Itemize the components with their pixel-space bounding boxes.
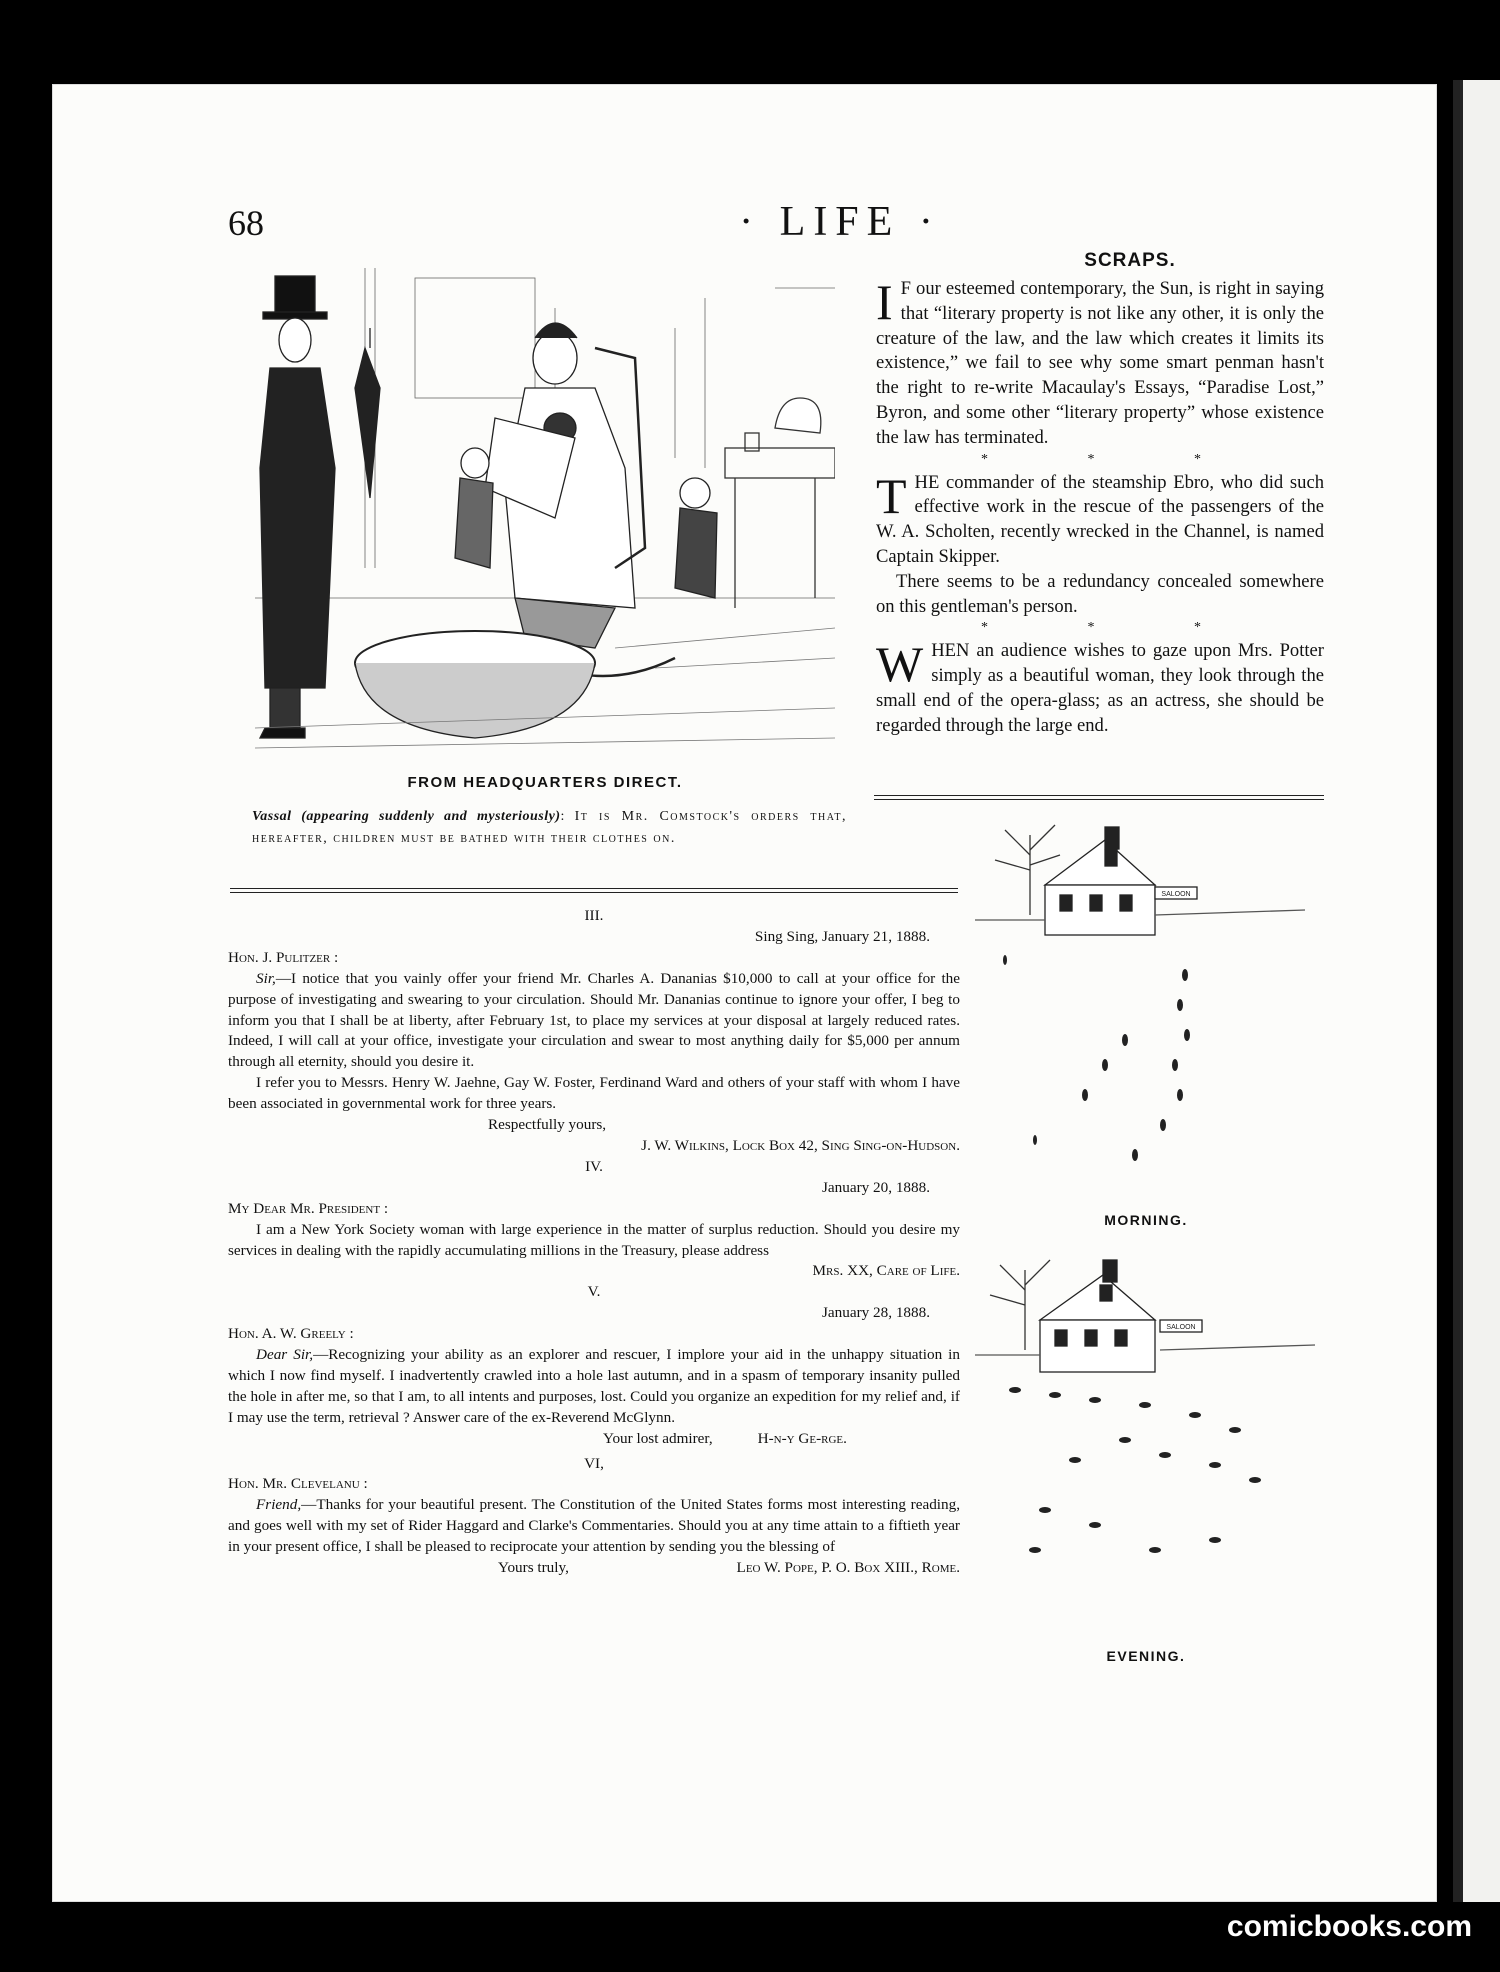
letter-addressee: My Dear Mr. President :: [228, 1199, 389, 1217]
footprints: [1003, 955, 1190, 1161]
letter-signature: H-n-y Ge-rge.: [757, 1429, 847, 1447]
dropcap: T: [876, 467, 907, 524]
mother-figure: [455, 323, 717, 676]
evening-illustration: [975, 1250, 1315, 1620]
cartoon-title: FROM HEADQUARTERS DIRECT.: [407, 774, 683, 791]
house: [1040, 1260, 1202, 1372]
letter-body: [228, 969, 960, 1074]
letter-addressee: Hon. Mr. Clevelanu :: [228, 1475, 368, 1493]
letter-body: [228, 1345, 960, 1429]
letter-closing: Yours truly,: [498, 1559, 569, 1577]
wash-tub: [355, 631, 595, 738]
morning-illustration: [975, 815, 1305, 1185]
letter-body-text: —Recognizing your ability as an explorer and rescuer, I implore your aid in the unhappy situation in which I now find myself. I inadvertently crawled into a hole last autumn, and in a spasm of temporary insanity pulled the hole in after me, so that I am, to all intents and purposes, lost. Could you organize an expedition for my relief and, if I may use the term, retrieval ? Answer care of the ex-Reverend McGlynn.: [228, 1346, 960, 1426]
letter-addressee: Hon. J. Pulitzer :: [228, 948, 339, 966]
letter-signature: Leo W. Pope, P. O. Box XIII., Rome.: [736, 1559, 960, 1576]
letters-divider-rule: [230, 888, 958, 893]
table: [725, 398, 835, 608]
scrap-text: HE commander of the steamship Ebro, who did such effective work in the rescue of the passengers of the W. A. Scholten, recently wrecked in the Channel, is named Captain Skipper.: [876, 471, 1324, 567]
scraps-heading: SCRAPS.: [1084, 250, 1176, 271]
morning-caption: MORNING.: [1104, 1212, 1188, 1228]
dropcap: I: [876, 274, 893, 330]
letter-numeral: VI,: [584, 1454, 604, 1472]
watermark-text: comicbooks.com: [1226, 1910, 1472, 1943]
letter-closing-line: [228, 1429, 960, 1450]
scrap-item-1: [876, 274, 1324, 451]
letter-body: [228, 1495, 960, 1558]
separator-stars: * * *: [981, 451, 1249, 467]
scraps-column: [876, 274, 1324, 739]
masthead-title: · LIFE ·: [739, 199, 941, 245]
letter-body-2: I refer you to Messrs. Henry W. Jaehne, Gay W. Foster, Ferdinand Ward and others of your staff with whom I have been associated in governmental work for three years.: [228, 1074, 960, 1113]
house: [1045, 827, 1197, 935]
letter-numeral: IV.: [585, 1157, 603, 1175]
scrap-text: HEN an audience wishes to gaze upon Mrs. Potter simply as a beautiful woman, they look through the small end of the opera-glass; as an actress, she should be regarded through the large end.: [876, 640, 1324, 736]
cartoon-illustration: [255, 268, 835, 758]
letter-dateline: January 28, 1888.: [822, 1304, 930, 1322]
letter-salutation: Friend,: [256, 1496, 302, 1514]
letter-body: I am a New York Society woman with large experience in the matter of surplus reduction. Should you desire my services in dealing with the rapidly accumulating millions in the Treasury, please address: [228, 1220, 960, 1259]
caption-speaker: Vassal (appearing suddenly and mysteriously): [252, 809, 561, 824]
letter-salutation: Sir,: [256, 969, 276, 987]
scrap-item-2-follow: There seems to be a redundancy concealed somewhere on this gentleman's person.: [876, 570, 1324, 617]
letter-numeral: III.: [584, 907, 604, 924]
scrap-item-3: [876, 636, 1324, 738]
letters-section: [228, 906, 960, 1579]
letter-addressee: Hon. A. W. Greely :: [228, 1325, 354, 1343]
caption-text: It is Mr. Comstock's orders that, hereafter, children must be bathed with their clothes on.: [252, 809, 847, 846]
next-page-edge: [1453, 80, 1500, 1902]
letter-salutation: Dear Sir,: [256, 1346, 314, 1364]
saloon-sign: SALOON: [1166, 1324, 1196, 1331]
letter-body-text: —I notice that you vainly offer your friend Mr. Charles A. Dananias $10,000 to call at your office for the purpose of investigating and swearing to your circulation. Should Mr. Dananias continue to ignore your offer, I beg to inform you that I shall be at liberty, after February 1st, to place my services at your disposal at largely reduced rates. Indeed, I will call at your office, investigate your circulation and swear to most anything daily for $5,000 per annum through all eternity, should you desire it.: [228, 969, 960, 1071]
cartoon-caption: Vassal (appearing suddenly and mysteriously): It is Mr. Comstock's orders that, hereafter, children must be bathed with their clothes on.: [252, 809, 847, 846]
dropcap: W: [876, 636, 924, 693]
letter-closing: Respectfully yours,: [488, 1116, 607, 1134]
letter-dateline: January 20, 1888.: [822, 1178, 930, 1196]
letter-dateline: Sing Sing, January 21, 1888.: [754, 927, 930, 945]
evening-caption: EVENING.: [1106, 1648, 1186, 1664]
letter-closing: Your lost admirer,: [603, 1429, 713, 1447]
letter-body-text: —Thanks for your beautiful present. The Constitution of the United States forms most interesting reading, and goes well with my set of Rider Haggard and Clarke's Commentaries. Should you at any time attain to a fiftieth year in your present office, I shall be pleased to reciprocate your attention by sending you the blessing of: [228, 1496, 960, 1556]
scrap-item-2: [876, 467, 1324, 570]
letter-numeral: V.: [587, 1283, 601, 1301]
separator-stars: * * *: [981, 620, 1249, 636]
scrap-text: F our esteemed contemporary, the Sun, is right in saying that “literary property is not like any other, it is only the creature of the law, and the law which creates it limits its existence,” we fail to see why some smart penman hasn't the right to re-write Macaulay's Essays, “Paradise Lost,” Byron, and some other “literary property” whose existence the law has terminated.: [876, 278, 1324, 448]
column-divider-rule: [874, 795, 1324, 800]
page-number: 68: [228, 203, 264, 243]
saloon-sign: SALOON: [1161, 891, 1191, 898]
letter-signature: Mrs. XX, Care of Life.: [812, 1262, 960, 1280]
footprints: [1009, 1387, 1261, 1553]
letter-signature: J. W. Wilkins, Lock Box 42, Sing Sing-on-Hudson.: [641, 1136, 960, 1154]
